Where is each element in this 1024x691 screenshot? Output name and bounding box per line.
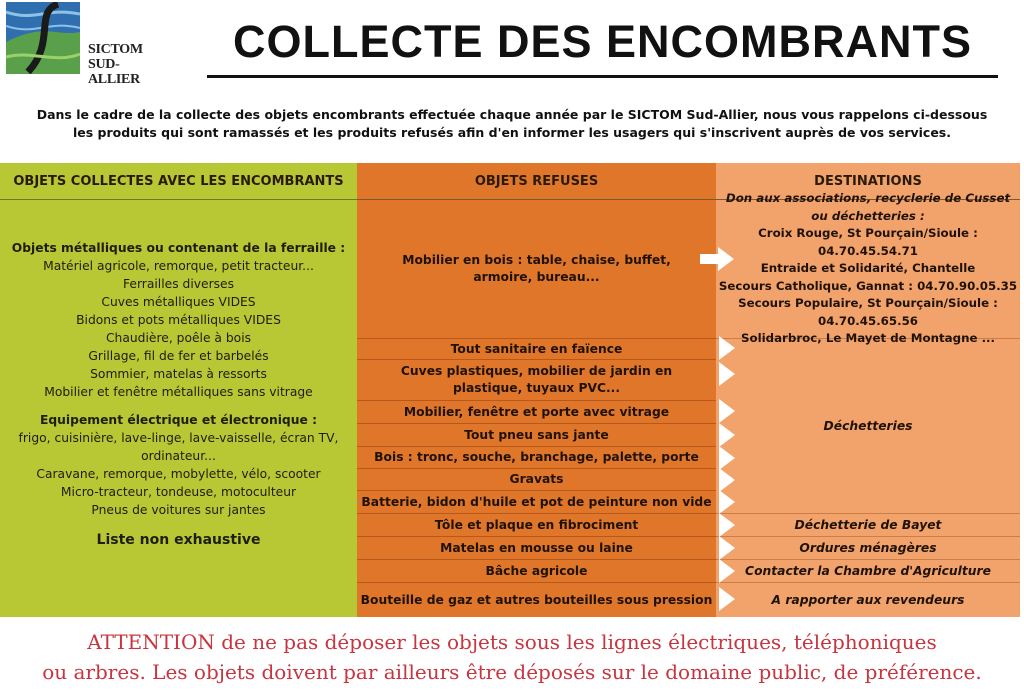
refused-row-glazing: Mobilier, fenêtre et porte avec vitrage — [357, 401, 716, 424]
list-item: ordinateur... — [141, 449, 216, 463]
arrow-right-icon — [719, 468, 735, 492]
refused-row-tarp: Bâche agricole — [357, 560, 716, 583]
list-item: Cuves métalliques VIDES — [101, 295, 256, 309]
non-exhaustive-note: Liste non exhaustive — [96, 532, 261, 548]
arrow-right-icon — [719, 559, 735, 583]
list-item: Grillage, fil de fer et barbelés — [88, 349, 269, 363]
associations-line-2: ou déchetteries : — [811, 208, 925, 223]
intro-text — [20, 106, 1004, 142]
list-item: Micro-tracteur, tondeuse, motoculteur — [60, 485, 297, 499]
destination-bayet: Déchetterie de Bayet — [716, 514, 1020, 537]
collected-list — [0, 200, 357, 549]
list-item: Pneus de voitures sur jantes — [91, 503, 266, 517]
refused-header: OBJETS REFUSES — [357, 163, 716, 200]
arrow-right-icon — [719, 423, 735, 447]
collected-header: OBJETS COLLECTES AVEC LES ENCOMBRANTS — [0, 163, 357, 200]
refused-row-plastic: Cuves plastiques, mobilier de jardin en plastique, tuyaux PVC... — [357, 360, 716, 401]
contact-item: Entraide et Solidarité, Chantelle — [760, 261, 976, 276]
sictom-logo — [6, 2, 166, 87]
title-underline — [207, 75, 998, 78]
arrow-tail — [700, 254, 720, 264]
logo-line-2: SUD-ALLIER — [88, 57, 140, 87]
associations-line-1: Don aux associations, recyclerie de Cusset — [725, 191, 1011, 206]
attention-line-2: ou arbres. Les objets doivent par ailleurs être déposés sur le domaine public, de préférence. — [42, 660, 982, 684]
destination-agriculture: Contacter la Chambre d'Agriculture — [716, 560, 1020, 583]
arrow-right-icon — [719, 336, 735, 360]
list-item: Bidons et pots métalliques VIDES — [76, 313, 281, 327]
destination-revendeurs: A rapporter aux revendeurs — [771, 592, 965, 607]
list-item: Chaudière, poêle à bois — [105, 331, 252, 345]
destination-menageres: Ordures ménagères — [716, 537, 1020, 560]
refused-row-battery: Batterie, bidon d'huile et pot de peinture non vide — [357, 491, 716, 514]
refused-row-wood: Bois : tronc, souche, branchage, palette, porte — [357, 447, 716, 469]
refused-row-sanitary: Tout sanitaire en faïence — [357, 339, 716, 360]
refused-row-fibrocement: Tôle et plaque en fibrociment — [357, 514, 716, 537]
refused-row-gas: Bouteille de gaz et autres bouteilles sous pression — [360, 592, 713, 607]
contact-item: Secours Catholique, Gannat : 04.70.90.05.35 — [718, 278, 1018, 293]
arrow-right-icon — [719, 446, 735, 470]
arrow-right-icon — [719, 362, 735, 386]
destination-dechetteries: Déchetteries — [716, 339, 1020, 514]
logo-line-1: SICTOM — [88, 42, 143, 57]
arrow-right-icon — [718, 247, 734, 271]
intro-line-1: Dans le cadre de la collecte des objets encombrants effectuée chaque année par le SICTOM Sud-Allier, nous vous rappelons ci-dessous — [36, 107, 988, 122]
list-item: Caravane, remorque, mobylette, vélo, scooter — [36, 467, 321, 481]
arrow-right-icon — [719, 587, 735, 611]
collected-column — [0, 163, 357, 617]
metal-group-title: Objets métalliques ou contenant de la ferraille : — [11, 241, 346, 255]
electric-group-title: Equipement électrique et électronique : — [39, 413, 318, 427]
contact-item: Secours Populaire, St Pourçain/Sioule : — [738, 296, 998, 311]
contact-item: 04.70.45.65.56 — [817, 313, 918, 328]
refused-column — [357, 163, 716, 617]
list-item: Matériel agricole, remorque, petit tracteur... — [43, 259, 314, 273]
arrow-right-icon — [719, 399, 735, 423]
refused-row-tyres: Tout pneu sans jante — [357, 424, 716, 447]
list-item: Ferrailles diverses — [122, 277, 235, 291]
refused-row-mattress: Matelas en mousse ou laine — [357, 537, 716, 560]
refused-row-rubble: Gravats — [357, 469, 716, 491]
logo-text — [88, 42, 166, 87]
intro-line-2: les produits qui sont ramassés et les produits refusés afin d'en informer les usagers qui s'inscrivent auprès de vos services. — [72, 125, 951, 140]
page-title: COLLECTE DES ENCOMBRANTS — [232, 16, 972, 67]
contact-item: Solidarbroc, Le Mayet de Montagne ... — [740, 331, 996, 346]
arrow-right-icon — [719, 490, 735, 514]
list-item: Sommier, matelas à ressorts — [90, 367, 267, 381]
arrow-right-icon — [719, 536, 735, 560]
arrow-right-icon — [719, 513, 735, 537]
destinations-header: DESTINATIONS — [716, 163, 1020, 200]
list-item: Mobilier et fenêtre métalliques sans vitrage — [44, 385, 313, 399]
destinations-column — [716, 163, 1020, 617]
contact-item: Croix Rouge, St Pourçain/Sioule : 04.70.45.54.71 — [758, 226, 978, 258]
refused-row-wood-furniture: Mobilier en bois : table, chaise, buffet, armoire, bureau... — [357, 200, 716, 339]
destination-associations — [716, 191, 1020, 346]
attention-line-1: ATTENTION de ne pas déposer les objets sous les lignes électriques, téléphoniques — [87, 630, 937, 654]
list-item: frigo, cuisinière, lave-linge, lave-vaisselle, écran TV, — [18, 431, 339, 445]
sictom-logo-mark — [6, 2, 80, 74]
